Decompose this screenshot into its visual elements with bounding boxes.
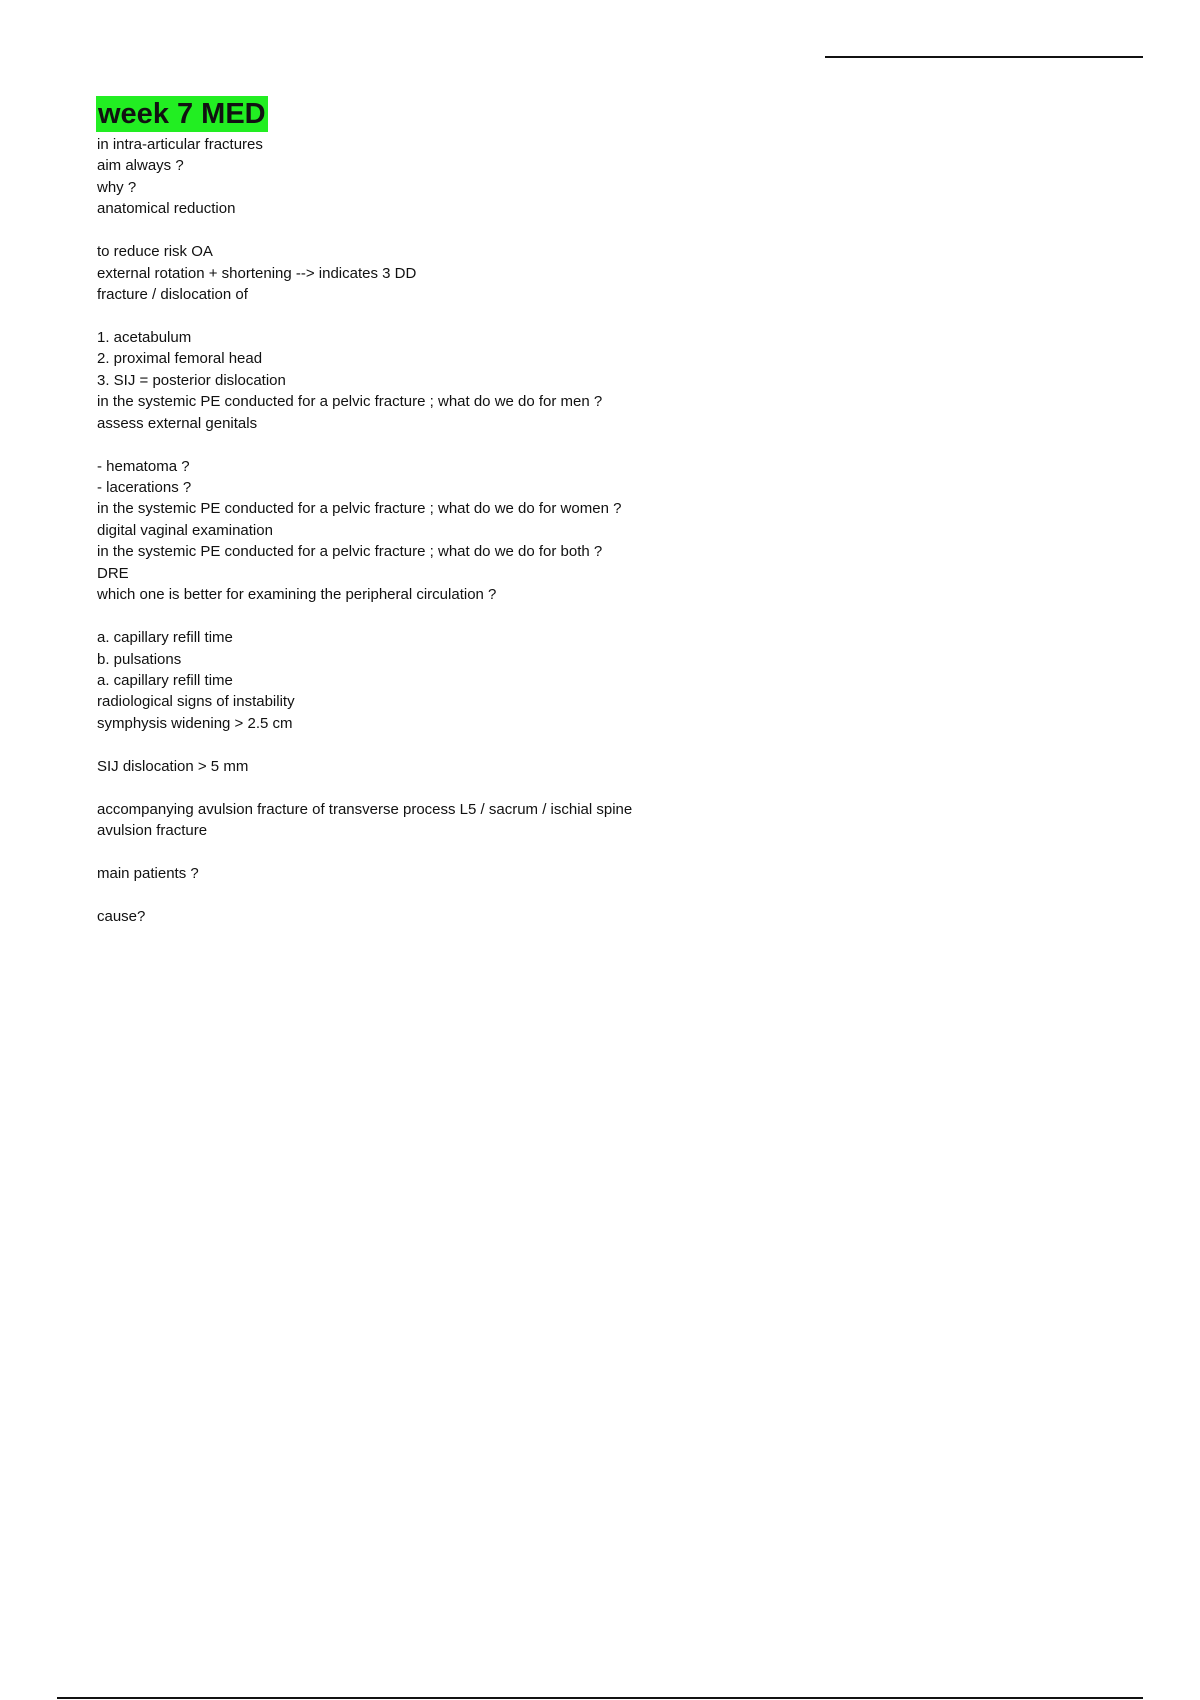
- blank-line: [97, 884, 1097, 905]
- note-line: DRE: [97, 564, 129, 582]
- blank-line: [97, 606, 1097, 627]
- note-line: assess external genitals: [97, 414, 258, 432]
- note-line: external rotation + shortening --> indicates 3 DD: [97, 264, 417, 282]
- blank-line: [97, 777, 1097, 798]
- note-line: - lacerations ?: [97, 479, 192, 496]
- note-line: in intra-articular fractures: [97, 136, 263, 153]
- note-line: 3. SIJ = posterior dislocation: [97, 371, 286, 389]
- note-line: a. capillary refill time: [97, 671, 233, 689]
- note-line: a. capillary refill time: [97, 629, 233, 647]
- note-line: cause?: [97, 907, 146, 925]
- note-line: fracture / dislocation of: [97, 286, 248, 304]
- footer-rule: [57, 1697, 1143, 1699]
- note-line: in the systemic PE conducted for a pelvic fracture ; what do we do for men ?: [97, 393, 603, 411]
- note-line: why ?: [97, 178, 137, 196]
- note-line: in the systemic PE conducted for a pelvic fracture ; what do we do for women ?: [97, 500, 622, 518]
- note-line: symphysis widening > 2.5 cm: [97, 714, 293, 732]
- note-line: b. pulsations: [97, 650, 182, 668]
- blank-line: [97, 841, 1097, 862]
- header-rule: [825, 56, 1143, 58]
- note-line: anatomical reduction: [97, 200, 236, 218]
- note-line: aim always ?: [97, 157, 184, 175]
- blank-line: [97, 434, 1097, 455]
- note-line: which one is better for examining the peripheral circulation ?: [97, 586, 497, 604]
- note-line: SIJ dislocation > 5 mm: [97, 757, 249, 775]
- blank-line: [97, 734, 1097, 755]
- document-title: week 7 MED: [98, 98, 266, 130]
- document-body: [97, 96, 1097, 927]
- note-lines: [97, 134, 1097, 927]
- note-line: main patients ?: [97, 864, 199, 882]
- note-line: 1. acetabulum: [97, 328, 192, 346]
- note-line: to reduce risk OA: [97, 243, 213, 261]
- blank-line: [97, 220, 1097, 241]
- note-line: radiological signs of instability: [97, 693, 295, 711]
- note-line: accompanying avulsion fracture of transverse process L5 / sacrum / ischial spine: [97, 800, 633, 818]
- note-line: digital vaginal examination: [97, 521, 273, 539]
- blank-line: [97, 306, 1097, 327]
- note-line: - hematoma ?: [97, 457, 190, 475]
- note-line: in the systemic PE conducted for a pelvic fracture ; what do we do for both ?: [97, 543, 603, 561]
- note-line: 2. proximal femoral head: [97, 350, 263, 368]
- note-line: avulsion fracture: [97, 822, 208, 839]
